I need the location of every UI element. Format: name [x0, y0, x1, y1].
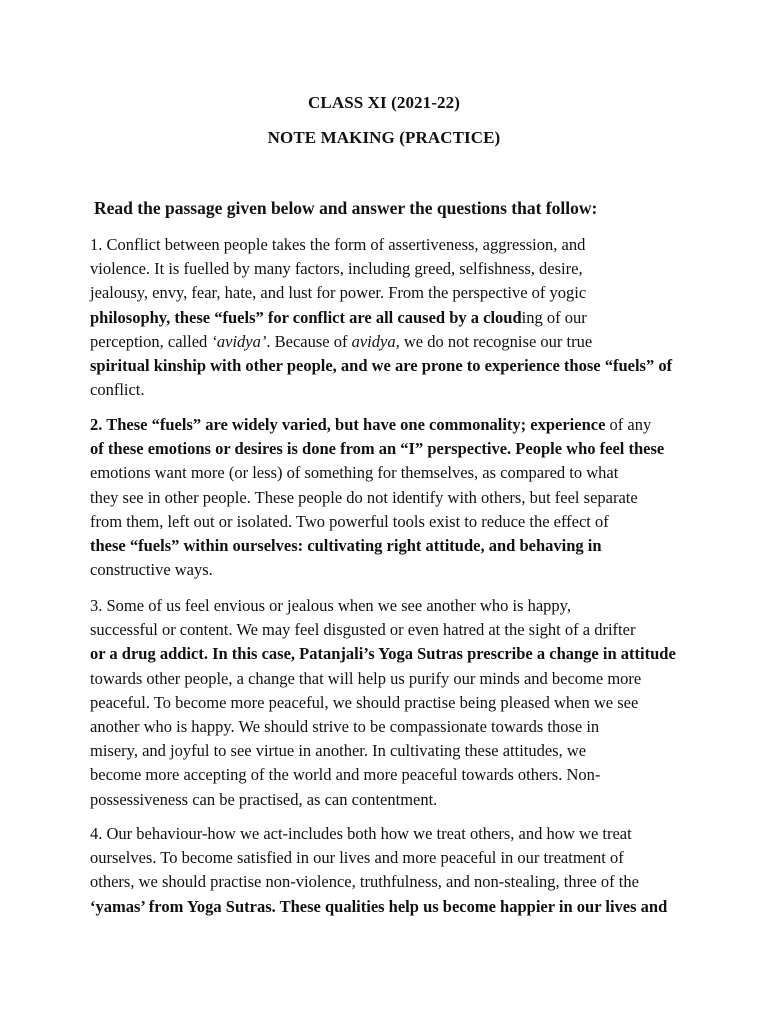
p3-line-7: misery, and joyful to see virtue in another. In cultivating these attitudes, we	[90, 741, 587, 761]
p3-line-5: peaceful. To become more peaceful, we should practise being pleased when we see	[90, 692, 639, 712]
p1-line-4	[90, 306, 690, 330]
p1-line-3: jealousy, envy, fear, hate, and lust for power. From the perspective of yogic	[90, 283, 587, 303]
p3-line-3	[90, 642, 690, 666]
p4-line-4-bold: ‘yamas’ from Yoga Sutras. These qualities help us become happier in our lives and	[90, 896, 668, 916]
class-heading: CLASS XI (2021-22)	[308, 93, 460, 112]
p1-line-5-a: perception, called	[90, 331, 212, 351]
paragraph-3	[90, 594, 690, 812]
p1-line-7: conflict.	[90, 380, 145, 400]
p3-line-2: successful or content. We may feel disgusted or even hatred at the sight of a drifter	[90, 620, 636, 640]
p2-line-5: from them, left out or isolated. Two powerful tools exist to reduce the effect of	[90, 511, 609, 531]
p1-line-2: violence. It is fuelled by many factors, including greed, selfishness, desire,	[90, 259, 583, 279]
p4-line-1: 4. Our behaviour-how we act-includes both how we treat others, and how we treat	[90, 824, 632, 843]
p2-line-1-bold: 2. These “fuels” are widely varied, but have one commonality; experience	[90, 415, 606, 434]
p1-line-5-b: . Because of	[266, 331, 352, 351]
p2-line-6-bold: these “fuels” within ourselves: cultivating right attitude, and behaving in	[90, 536, 602, 556]
p1-line-6-bold: spiritual kinship with other people, and we are prone to experience those “fuels” of	[90, 356, 673, 376]
note-making-heading: NOTE MAKING (PRACTICE)	[267, 128, 501, 147]
p1-line-6	[90, 354, 690, 378]
p3-line-3-bold: or a drug addict. In this case, Patanjali’s Yoga Sutras prescribe a change in attitude	[90, 644, 676, 664]
p3-line-8: become more accepting of the world and more peaceful towards others. Non-	[90, 765, 601, 785]
p2-line-1-rest: of any	[605, 415, 652, 434]
paragraph-2	[90, 413, 690, 582]
p4-line-4	[90, 895, 690, 919]
p1-avidya-term: ‘avidya’	[211, 331, 267, 351]
p2-line-2	[90, 437, 690, 461]
instruction-text: Read the passage given below and answer the questions that follow:	[94, 198, 598, 218]
paragraph-1	[90, 233, 690, 402]
p2-line-1	[90, 413, 690, 437]
p4-line-2: ourselves. To become satisfied in our lives and more peaceful in our treatment of	[90, 848, 624, 868]
p2-line-2-bold: of these emotions or desires is done from an “I” perspective. People who feel these	[90, 439, 665, 459]
paragraph-4	[90, 822, 690, 919]
p1-line-4-rest: ing of our	[521, 307, 587, 327]
p2-line-4: they see in other people. These people do not identify with others, but feel separate	[90, 487, 638, 507]
p2-line-7: constructive ways.	[90, 560, 213, 580]
p1-avidya-term-2: avidya,	[351, 331, 400, 351]
p1-line-5	[90, 330, 690, 354]
p1-line-4-bold: philosophy, these “fuels” for conflict are all caused by a cloud	[90, 307, 522, 327]
p1-line-1: 1. Conflict between people takes the form of assertiveness, aggression, and	[90, 235, 586, 254]
p3-line-4: towards other people, a change that will help us purify our minds and become more	[90, 668, 642, 688]
p3-line-9: possessiveness can be practised, as can contentment.	[90, 789, 438, 809]
p3-line-1: 3. Some of us feel envious or jealous when we see another who is happy,	[90, 596, 571, 615]
p4-line-3: others, we should practise non-violence, truthfulness, and non-stealing, three of the	[90, 872, 639, 892]
p2-line-3: emotions want more (or less) of something for themselves, as compared to what	[90, 463, 619, 483]
p2-line-6	[90, 534, 690, 558]
p1-line-5-c: we do not recognise our true	[399, 331, 593, 351]
p3-line-6: another who is happy. We should strive to be compassionate towards those in	[90, 717, 600, 737]
